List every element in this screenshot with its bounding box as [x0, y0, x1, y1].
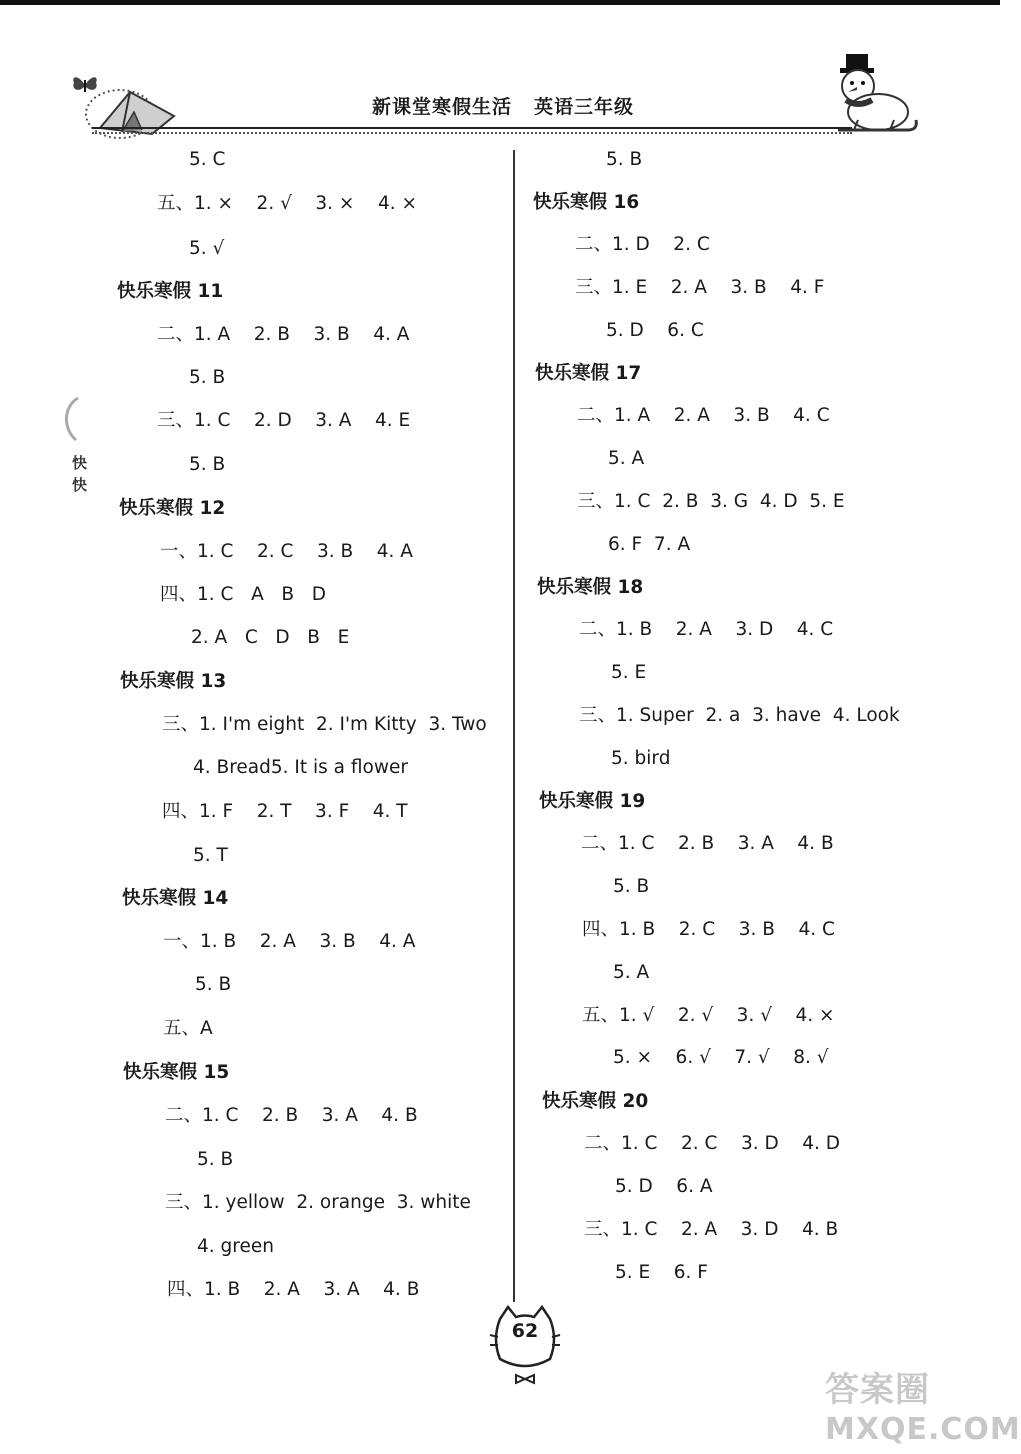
answer-line: 三、1. Super 2. a 3. have 4. Look — [579, 705, 900, 726]
answer-line: 三、1. C 2. D 3. A 4. E — [157, 410, 411, 431]
answer-line: 5. B — [195, 974, 232, 995]
answer-line: 二、1. C 2. C 3. D 4. D — [584, 1133, 841, 1154]
answer-line: 三、1. E 2. A 3. B 4. F — [575, 277, 825, 298]
answer-line: 二、1. A 2. A 3. B 4. C — [577, 405, 830, 426]
answer-line: 6. F 7. A — [608, 534, 691, 555]
answer-line: 三、1. I'm eight 2. I'm Kitty 3. Two — [162, 714, 487, 735]
answer-line: 五、1. √ 2. √ 3. √ 4. × — [582, 1005, 835, 1026]
answer-line: 五、1. × 2. √ 3. × 4. × — [157, 193, 417, 214]
answer-line: 二、1. D 2. C — [575, 234, 710, 255]
answer-line: 5. D 6. A — [615, 1176, 713, 1197]
answer-line: 5. E — [611, 662, 647, 683]
section-heading: 快乐寒假 15 — [123, 1062, 230, 1083]
answer-line: 四、1. C A B D — [160, 584, 326, 605]
answer-line: 5. T — [193, 845, 228, 866]
answer-line: 5. B — [189, 367, 226, 388]
section-heading: 快乐寒假 20 — [542, 1091, 649, 1112]
answer-line: 三、1. C 2. B 3. G 4. D 5. E — [577, 491, 845, 512]
answer-line: 4. green — [197, 1236, 274, 1257]
answer-line: 5. × 6. √ 7. √ 8. √ — [613, 1047, 829, 1068]
answer-line: 四、1. B 2. A 3. A 4. B — [167, 1279, 420, 1300]
section-heading: 快乐寒假 19 — [539, 791, 646, 812]
answer-line: 二、1. C 2. B 3. A 4. B — [581, 833, 834, 854]
watermark-site: MXQE.COM — [825, 1412, 1021, 1447]
answer-line: 5. √ — [189, 238, 225, 259]
column-divider — [513, 150, 515, 1302]
answer-line: 2. A C D B E — [191, 627, 350, 648]
section-heading: 快乐寒假 13 — [120, 671, 227, 692]
section-heading: 快乐寒假 11 — [117, 281, 224, 302]
page-number: 62 — [511, 1320, 539, 1342]
answer-line: 4. Bread5. It is a flower — [193, 757, 408, 778]
answer-line: 一、1. C 2. C 3. B 4. A — [160, 541, 413, 562]
section-heading: 快乐寒假 17 — [535, 363, 642, 384]
header-dotted-rule — [92, 132, 852, 134]
header-rule — [92, 127, 852, 129]
answer-line: 5. E 6. F — [615, 1262, 708, 1283]
watermark-logo: 答案圈 — [825, 1370, 930, 1410]
answer-line: 5. A — [613, 962, 650, 983]
book-title: 新课堂寒假生活 — [372, 96, 513, 118]
answer-line: 5. bird — [611, 748, 671, 769]
margin-fragment-2: 快 — [72, 476, 88, 494]
answer-line: 5. A — [608, 448, 645, 469]
margin-fragment-1: 快 — [72, 454, 88, 472]
answer-line: 5. B — [606, 149, 643, 170]
answer-line: 5. B — [613, 876, 650, 897]
answer-line: 四、1. B 2. C 3. B 4. C — [582, 919, 835, 940]
top-border — [0, 0, 1000, 5]
answer-line: 5. B — [197, 1149, 234, 1170]
answer-line: 一、1. B 2. A 3. B 4. A — [163, 931, 416, 952]
margin-swirl-icon — [60, 396, 84, 444]
answer-line: 5. B — [189, 454, 226, 475]
cat-face-icon — [488, 1305, 562, 1387]
section-heading: 快乐寒假 16 — [533, 192, 640, 213]
section-heading: 快乐寒假 18 — [537, 577, 644, 598]
answer-line: 二、1. B 2. A 3. D 4. C — [579, 619, 834, 640]
answer-line: 三、1. C 2. A 3. D 4. B — [584, 1219, 839, 1240]
answer-line: 四、1. F 2. T 3. F 4. T — [162, 801, 408, 822]
section-heading: 快乐寒假 12 — [119, 498, 226, 519]
section-heading: 快乐寒假 14 — [122, 888, 229, 909]
answer-line: 三、1. yellow 2. orange 3. white — [165, 1192, 471, 1213]
subject-title: 英语三年级 — [534, 96, 635, 118]
answer-line: 二、1. A 2. B 3. B 4. A — [157, 324, 410, 345]
header-title — [372, 92, 634, 119]
answer-line: 五、A — [163, 1018, 213, 1039]
answer-line: 5. C — [189, 149, 226, 170]
answer-line: 二、1. C 2. B 3. A 4. B — [165, 1105, 418, 1126]
answer-line: 5. D 6. C — [606, 320, 704, 341]
